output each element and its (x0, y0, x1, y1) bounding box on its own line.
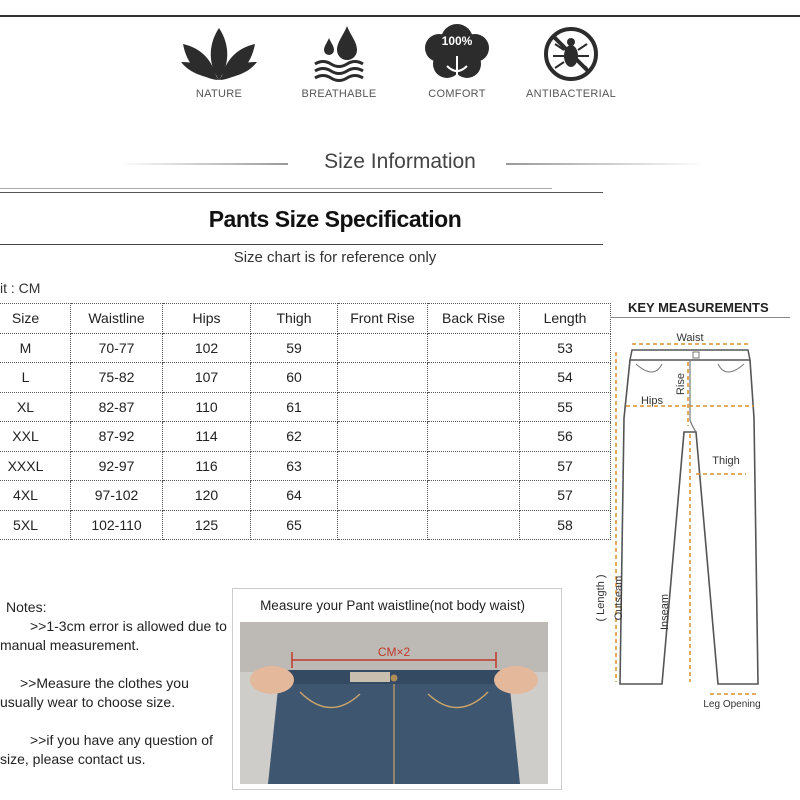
hips-cell: 116 (163, 451, 251, 481)
unit-label: it : CM (0, 280, 41, 296)
front-rise-cell (338, 363, 428, 393)
table-row (0, 510, 611, 540)
length-cell: 53 (520, 333, 611, 363)
back-rise-cell (428, 451, 520, 481)
notes-title: Notes: (6, 599, 47, 615)
note-item: >>Measure the clothes you usually wear to choose size. (0, 675, 189, 710)
waistline-cell: 102-110 (71, 510, 163, 540)
key-title-rule (610, 317, 790, 318)
thigh-cell: 64 (251, 481, 338, 511)
hips-cell: 107 (163, 363, 251, 393)
front-rise-cell (338, 510, 428, 540)
col-header: Waistline (71, 304, 163, 334)
waistline-cell: 87-92 (71, 422, 163, 452)
feature-comfort (402, 26, 512, 100)
col-header: Thigh (251, 304, 338, 334)
table-row (0, 392, 611, 422)
size-cell: XXL (0, 422, 71, 452)
section-rule-2 (0, 192, 603, 193)
feature-label: BREATHABLE (301, 88, 377, 100)
thigh-cell: 65 (251, 510, 338, 540)
length-cell: 57 (520, 481, 611, 511)
front-rise-cell (338, 451, 428, 481)
hips-cell: 114 (163, 422, 251, 452)
feature-nature (164, 26, 274, 100)
back-rise-cell (428, 333, 520, 363)
inseam-label: Inseam (659, 593, 671, 631)
title-right-rule (506, 163, 706, 165)
feature-breathable (284, 26, 394, 100)
hips-cell: 110 (163, 392, 251, 422)
table-row (0, 333, 611, 363)
note-item: >>1-3cm error is allowed due to manual measurement. (0, 618, 227, 653)
notes-section (0, 598, 228, 788)
waistline-cell: 92-97 (71, 451, 163, 481)
rise-label: Rise (675, 372, 687, 396)
waistline-cell: 70-77 (71, 333, 163, 363)
col-header: Back Rise (428, 304, 520, 334)
cotton-100-icon (417, 26, 497, 82)
feature-antibacterial (516, 26, 626, 100)
front-rise-cell (338, 392, 428, 422)
size-cell: M (0, 333, 71, 363)
size-info-title: Size Information (324, 150, 476, 173)
spec-title: Pants Size Specification (208, 206, 462, 232)
table-row (0, 481, 611, 511)
back-rise-cell (428, 510, 520, 540)
waist-label: Waist (676, 332, 704, 344)
jeans-waist-photo (240, 622, 548, 784)
thigh-label: Thigh (712, 455, 740, 467)
pants-diagram (595, 322, 800, 712)
col-header: Front Rise (338, 304, 428, 334)
note-item: >>if you have any question of size, please contact us. (0, 732, 213, 767)
measure-tag: CM×2 (377, 645, 411, 659)
size-cell: XXXL (0, 451, 71, 481)
jeans-illustration (240, 622, 548, 784)
length-cell: 54 (520, 363, 611, 393)
measure-title: Measure your Pant waistline(not body waist) (260, 598, 525, 613)
size-table (0, 303, 611, 540)
leaf-icon (179, 26, 259, 82)
thigh-cell: 59 (251, 333, 338, 363)
back-rise-cell (428, 363, 520, 393)
outseam-label: Outseam (613, 575, 625, 621)
key-measurements-title: KEY MEASUREMENTS (628, 300, 769, 315)
col-header: Length (520, 304, 611, 334)
spec-subtitle: Size chart is for reference only (233, 249, 437, 266)
table-row (0, 422, 611, 452)
waistline-cell: 82-87 (71, 392, 163, 422)
table-header-row (0, 304, 611, 334)
col-header: Size (0, 304, 71, 334)
hips-cell: 102 (163, 333, 251, 363)
water-drops-icon (299, 26, 379, 82)
length-label: ( Length ) (595, 574, 607, 622)
length-cell: 57 (520, 451, 611, 481)
front-rise-cell (338, 422, 428, 452)
hips-cell: 125 (163, 510, 251, 540)
size-cell: 4XL (0, 481, 71, 511)
no-bug-icon (531, 26, 611, 82)
front-rise-cell (338, 333, 428, 363)
size-cell: XL (0, 392, 71, 422)
length-cell: 55 (520, 392, 611, 422)
hips-cell: 120 (163, 481, 251, 511)
waistline-cell: 75-82 (71, 363, 163, 393)
comfort-badge: 100% (441, 34, 473, 48)
size-cell: 5XL (0, 510, 71, 540)
length-cell: 58 (520, 510, 611, 540)
leg-opening-label: Leg Opening (703, 699, 761, 710)
spec-rule (0, 244, 603, 245)
top-divider (0, 15, 800, 17)
section-rule (0, 188, 552, 189)
thigh-cell: 62 (251, 422, 338, 452)
waistline-cell: 97-102 (71, 481, 163, 511)
front-rise-cell (338, 481, 428, 511)
back-rise-cell (428, 422, 520, 452)
hips-label: Hips (640, 395, 664, 407)
table-row (0, 451, 611, 481)
feature-label: NATURE (195, 88, 243, 100)
back-rise-cell (428, 392, 520, 422)
table-row (0, 363, 611, 393)
length-cell: 56 (520, 422, 611, 452)
col-header: Hips (163, 304, 251, 334)
size-cell: L (0, 363, 71, 393)
thigh-cell: 60 (251, 363, 338, 393)
feature-label: ANTIBACTERIAL (525, 88, 617, 100)
thigh-cell: 63 (251, 451, 338, 481)
thigh-cell: 61 (251, 392, 338, 422)
feature-label: COMFORT (428, 88, 486, 100)
back-rise-cell (428, 481, 520, 511)
